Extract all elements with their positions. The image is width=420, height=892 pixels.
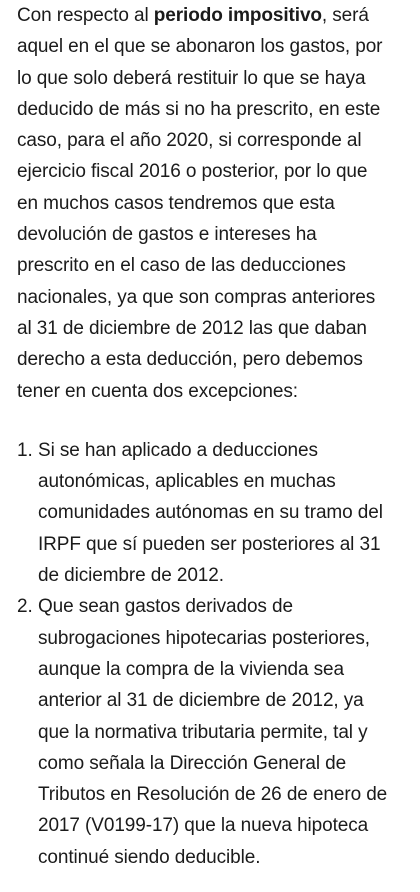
paragraph-line: caso, para el año 2020, si corresponde al: [17, 130, 362, 152]
line-prefix: Con respecto al: [17, 5, 154, 26]
list-line: Que sean gastos derivados de: [38, 596, 293, 618]
list-line: Si se han aplicado a deducciones: [38, 439, 318, 461]
list-line: IRPF que sí pueden ser posteriores al 31: [38, 533, 381, 555]
list-line: que la normativa tributaria permite, tal y: [38, 721, 368, 743]
line-suffix: , será: [321, 5, 369, 26]
list-line: Tributos en Resolución de 26 de enero de: [38, 784, 388, 806]
paragraph-line: [17, 0, 395, 31]
bold-term: periodo impositivo: [153, 5, 322, 26]
intro-paragraph: [17, 0, 403, 407]
list-line: comunidades autónomas en su tramo del: [38, 502, 383, 524]
list-item: [17, 435, 403, 591]
paragraph-line: derecho a esta deducción, pero debemos: [17, 349, 363, 371]
list-line: anterior al 31 de diciembre de 2012, ya: [38, 690, 364, 712]
paragraph-line: devolución de gastos e intereses ha: [17, 224, 317, 246]
list-line: continué siendo deducible.: [38, 846, 261, 868]
paragraph-line: lo que solo deberá restituir lo que se haya: [17, 67, 366, 89]
list-line: autonómicas, aplicables en muchas: [38, 471, 336, 493]
list-line: 2017 (V0199-17) que la nueva hipoteca: [38, 815, 369, 837]
paragraph-line: tener en cuenta dos excepciones:: [17, 380, 298, 402]
exceptions-list: [17, 435, 403, 873]
paragraph-line: aquel en el que se abonaron los gastos, por: [17, 36, 383, 58]
paragraph-line: al 31 de diciembre de 2012 las que daban: [17, 317, 367, 339]
list-marker: 1.: [17, 439, 33, 461]
paragraph-line: ejercicio fiscal 2016 o posterior, por lo que: [17, 161, 368, 183]
list-line: como señala la Dirección General de: [38, 752, 347, 774]
list-marker: 2.: [17, 596, 33, 618]
paragraph-line: nacionales, ya que son compras anteriores: [17, 286, 376, 308]
list-line: subrogaciones hipotecarias posteriores,: [38, 627, 370, 649]
paragraph-line: en muchos casos tendremos que esta: [17, 192, 335, 214]
paragraph-line: prescrito en el caso de las deducciones: [17, 255, 346, 277]
list-item: [17, 591, 403, 873]
list-line: de diciembre de 2012.: [38, 565, 224, 587]
paragraph-line: deducido de más si no ha prescrito, en este: [17, 98, 381, 120]
list-line: aunque la compra de la vivienda sea: [38, 658, 344, 680]
